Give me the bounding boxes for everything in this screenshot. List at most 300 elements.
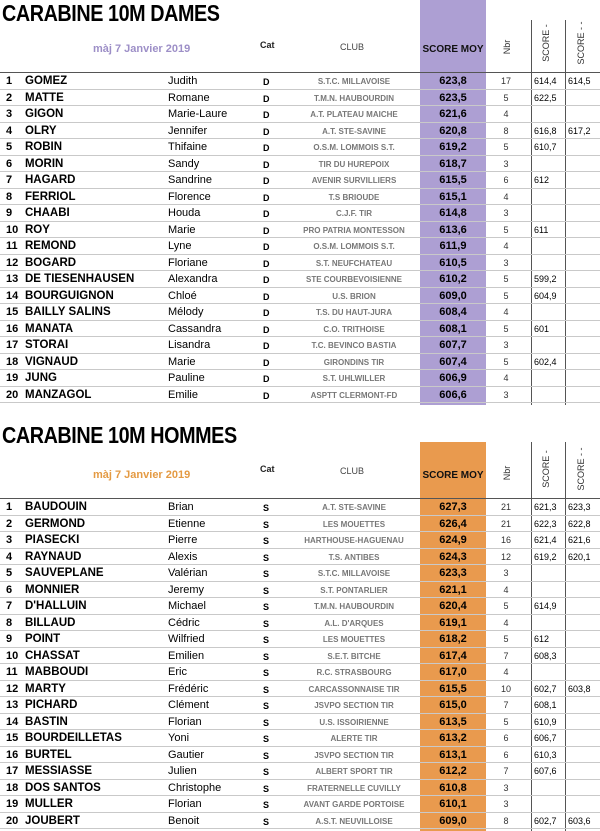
header-score-1: SCORE - <box>541 24 551 62</box>
club-cell: C.J.F. TIR <box>335 209 372 218</box>
score-2-cell: 617,2 <box>568 125 591 136</box>
category-cell: S <box>263 701 270 711</box>
nbr-cell: 3 <box>503 389 509 400</box>
score-moy-cell: 623,5 <box>439 91 467 104</box>
last-name-cell: FERRIOL <box>25 190 76 203</box>
category-cell: S <box>263 800 270 810</box>
nbr-cell: 4 <box>503 373 509 383</box>
table-row <box>0 664 600 681</box>
nbr-cell: 3 <box>503 208 509 218</box>
rank-cell: 3 <box>6 534 13 546</box>
score-moy-cell: 606,9 <box>439 372 467 384</box>
club-cell: A.T. PLATEAU MAICHE <box>310 110 398 119</box>
score-moy-cell: 617,4 <box>439 649 467 662</box>
score-1-cell: 616,8 <box>534 125 557 136</box>
first-name-cell: Judith <box>168 75 198 87</box>
score-1-cell: 614,4 <box>534 76 557 86</box>
category-cell: S <box>263 569 270 579</box>
score-1-cell: 607,6 <box>534 766 557 776</box>
score-1-cell: 601 <box>534 323 550 334</box>
nbr-cell: 4 <box>503 241 509 251</box>
table-row <box>0 189 600 206</box>
club-cell: R.C. STRASBOURG <box>316 668 392 677</box>
last-name-cell: ROY <box>25 223 50 236</box>
score-1-cell: 621,3 <box>534 502 557 512</box>
nbr-cell: 17 <box>500 76 511 86</box>
first-name-cell: Romane <box>168 91 210 104</box>
first-name-cell: Chloé <box>168 289 197 302</box>
rank-cell: 2 <box>6 91 13 104</box>
score-1-cell: 606,7 <box>534 733 557 743</box>
last-name-cell: GIGON <box>25 108 64 120</box>
score-moy-cell: 627,3 <box>439 501 467 513</box>
first-name-cell: Houda <box>168 207 201 219</box>
club-cell: T.M.N. HAUBOURDIN <box>314 93 394 103</box>
first-name-cell: Cassandra <box>168 322 222 335</box>
nbr-cell: 3 <box>503 257 509 268</box>
table-row <box>0 582 600 599</box>
category-cell: S <box>263 816 270 827</box>
first-name-cell: Clément <box>168 699 209 711</box>
rank-cell: 17 <box>6 339 19 351</box>
first-name-cell: Frédéric <box>168 682 209 695</box>
rank-cell: 16 <box>6 748 19 761</box>
table-row <box>0 321 600 338</box>
nbr-cell: 5 <box>503 356 509 367</box>
first-name-cell: Christophe <box>168 781 222 794</box>
score-1-cell: 621,4 <box>534 535 557 545</box>
score-moy-cell: 609,0 <box>439 289 467 302</box>
first-name-cell: Marie <box>168 223 196 236</box>
last-name-cell: VIGNAUD <box>25 355 79 368</box>
score-moy-cell: 615,1 <box>439 190 467 203</box>
rank-cell: 6 <box>6 157 13 170</box>
header-score-moy: SCORE MOY <box>422 44 484 55</box>
club-cell: ALERTE TIR <box>330 734 378 743</box>
club-cell: TIR DU HUREPOIX <box>318 159 390 169</box>
club-cell: GIRONDINS TIR <box>323 357 385 367</box>
score-moy-cell: 621,1 <box>439 583 467 596</box>
score-moy-cell: 619,2 <box>439 141 467 153</box>
club-cell: T.S. ANTIBES <box>328 552 380 562</box>
last-name-cell: GOMEZ <box>25 75 68 87</box>
first-name-cell: Eric <box>168 666 187 678</box>
category-cell: D <box>263 357 270 368</box>
last-name-cell: BOURGUIGNON <box>25 289 114 302</box>
first-name-cell: Thifaine <box>168 141 208 153</box>
score-1-cell: 622,3 <box>534 518 557 529</box>
rank-cell: 18 <box>6 781 19 794</box>
club-cell: T.S. DU HAUT-JURA <box>315 308 392 317</box>
table-row <box>0 387 600 404</box>
category-cell: S <box>263 684 270 695</box>
first-name-cell: Sandrine <box>168 174 213 186</box>
table-row <box>0 763 600 780</box>
category-cell: D <box>263 176 270 186</box>
table-row <box>0 238 600 255</box>
club-cell: S.T.C. MILLAVOISE <box>317 77 391 86</box>
first-name-cell: Marie <box>168 355 196 368</box>
category-cell: S <box>263 552 270 563</box>
rank-cell: 8 <box>6 616 13 629</box>
club-cell: HARTHOUSE-HAGUENAU <box>304 536 404 545</box>
last-name-cell: DE TIESENHAUSEN <box>25 273 135 285</box>
club-cell: JSVPO SECTION TIR <box>314 750 394 760</box>
table-row <box>0 304 600 321</box>
score-moy-cell: 624,9 <box>439 534 467 546</box>
nbr-cell: 4 <box>503 191 509 202</box>
nbr-cell: 5 <box>503 716 509 727</box>
score-1-cell: 610,7 <box>534 142 557 152</box>
first-name-cell: Florian <box>168 798 202 810</box>
table-row <box>0 813 600 830</box>
last-name-cell: BOGARD <box>25 256 77 269</box>
score-2-cell: 614,5 <box>568 76 591 86</box>
score-2-cell: 621,6 <box>568 535 591 545</box>
ranking-table-dames <box>0 73 600 403</box>
rank-cell: 5 <box>6 567 13 579</box>
last-name-cell: STORAI <box>25 339 69 351</box>
club-cell: ALBERT SPORT TIR <box>315 767 393 776</box>
rank-cell: 7 <box>6 174 13 186</box>
first-name-cell: Cédric <box>168 616 200 629</box>
score-1-cell: 612 <box>534 634 550 644</box>
nbr-cell: 4 <box>503 307 509 317</box>
rank-cell: 18 <box>6 355 19 368</box>
score-moy-cell: 610,2 <box>439 273 467 285</box>
table-row <box>0 730 600 747</box>
category-cell: D <box>263 275 270 285</box>
section-hommes <box>0 422 600 831</box>
nbr-cell: 3 <box>503 158 509 169</box>
nbr-cell: 3 <box>503 340 509 350</box>
category-cell: D <box>263 324 270 335</box>
score-2-cell: 620,1 <box>568 551 591 562</box>
table-row <box>0 631 600 648</box>
category-cell: D <box>263 258 270 269</box>
last-name-cell: MARTY <box>25 682 66 695</box>
last-name-cell: MATTE <box>25 91 64 104</box>
category-cell: S <box>263 734 270 744</box>
category-cell: D <box>263 77 270 87</box>
header-score-2: SCORE - - <box>576 447 586 491</box>
score-moy-cell: 610,5 <box>439 256 467 269</box>
category-cell: S <box>263 519 270 530</box>
category-cell: D <box>263 291 270 302</box>
nbr-cell: 5 <box>503 92 509 103</box>
score-moy-cell: 617,0 <box>439 666 467 678</box>
score-moy-cell: 618,7 <box>439 157 467 170</box>
first-name-cell: Julien <box>168 765 197 777</box>
header-cat: Cat <box>260 40 275 50</box>
nbr-cell: 7 <box>503 700 509 710</box>
first-name-cell: Pierre <box>168 534 198 546</box>
last-name-cell: RAYNAUD <box>25 550 82 563</box>
table-row <box>0 796 600 813</box>
first-name-cell: Florence <box>168 190 211 203</box>
category-cell: S <box>263 585 270 596</box>
table-row <box>0 681 600 698</box>
ranking-table-hommes <box>0 499 600 829</box>
last-name-cell: BILLAUD <box>25 616 76 629</box>
category-cell: S <box>263 618 270 629</box>
first-name-cell: Alexandra <box>168 273 218 285</box>
nbr-cell: 8 <box>503 815 509 826</box>
score-moy-cell: 620,8 <box>439 124 467 137</box>
last-name-cell: D'HALLUIN <box>25 600 87 612</box>
category-cell: D <box>263 143 270 153</box>
table-row <box>0 73 600 90</box>
rank-cell: 1 <box>6 501 13 513</box>
table-row <box>0 598 600 615</box>
table-row <box>0 156 600 173</box>
nbr-cell: 16 <box>500 535 511 545</box>
nbr-cell: 8 <box>503 125 509 136</box>
club-cell: S.T. PONTARLIER <box>320 585 388 595</box>
score-1-cell: 622,5 <box>534 92 557 103</box>
table-row <box>0 532 600 549</box>
last-name-cell: JUNG <box>25 372 57 384</box>
category-cell: D <box>263 242 270 252</box>
score-moy-cell: 623,3 <box>439 567 467 579</box>
nbr-cell: 5 <box>503 290 509 301</box>
first-name-cell: Gautier <box>168 748 205 761</box>
score-1-cell: 604,9 <box>534 290 557 301</box>
rank-cell: 20 <box>6 388 19 401</box>
nbr-cell: 3 <box>503 782 509 793</box>
table-row <box>0 747 600 764</box>
rank-cell: 13 <box>6 699 19 711</box>
category-cell: D <box>263 110 270 120</box>
first-name-cell: Brian <box>168 501 194 513</box>
last-name-cell: BOURDEILLETAS <box>25 732 122 744</box>
table-row <box>0 370 600 387</box>
section-title: CARABINE 10M DAMES <box>2 0 220 26</box>
rank-cell: 1 <box>6 75 13 87</box>
nbr-cell: 3 <box>503 568 509 578</box>
club-cell: CARCASSONNAISE TIR <box>308 684 400 694</box>
last-name-cell: MONNIER <box>25 583 80 596</box>
last-name-cell: JOUBERT <box>25 814 80 827</box>
nbr-cell: 21 <box>500 502 511 512</box>
category-cell: D <box>263 390 270 401</box>
category-cell: D <box>263 374 270 384</box>
category-cell: D <box>263 341 270 351</box>
nbr-cell: 3 <box>503 799 509 809</box>
club-cell: O.S.M. LOMMOIS S.T. <box>313 143 395 152</box>
score-moy-cell: 615,5 <box>439 174 467 186</box>
club-cell: FRATERNELLE CUVILLY <box>307 783 401 793</box>
table-row <box>0 354 600 371</box>
category-cell: S <box>263 750 270 761</box>
last-name-cell: BASTIN <box>25 715 68 728</box>
first-name-cell: Mélody <box>168 306 204 318</box>
category-cell: D <box>263 308 270 318</box>
section-dames <box>0 0 600 405</box>
club-cell: C.O. TRITHOISE <box>323 324 385 334</box>
nbr-cell: 4 <box>503 667 509 677</box>
club-cell: A.S.T. NEUVILLOISE <box>315 816 393 826</box>
rank-cell: 4 <box>6 124 13 137</box>
last-name-cell: MULLER <box>25 798 73 810</box>
table-row <box>0 271 600 288</box>
club-cell: JSVPO SECTION TIR <box>314 701 394 710</box>
first-name-cell: Sandy <box>168 157 200 170</box>
rank-cell: 19 <box>6 372 19 384</box>
category-cell: S <box>263 767 270 777</box>
nbr-cell: 6 <box>503 749 509 760</box>
score-1-cell: 610,3 <box>534 749 557 760</box>
club-cell: A.T. STE-SAVINE <box>322 503 386 512</box>
club-cell: LES MOUETTES <box>322 635 386 644</box>
last-name-cell: MANZAGOL <box>25 388 92 401</box>
last-name-cell: MABBOUDI <box>25 666 89 678</box>
nbr-cell: 5 <box>503 274 509 284</box>
score-moy-cell: 613,6 <box>439 223 467 236</box>
score-moy-cell: 608,4 <box>439 306 467 318</box>
nbr-cell: 4 <box>503 109 509 119</box>
score-moy-cell: 613,1 <box>439 748 467 761</box>
last-name-cell: CHAABI <box>25 207 70 219</box>
rank-cell: 2 <box>6 517 13 530</box>
score-moy-cell: 613,2 <box>439 732 467 744</box>
rank-cell: 17 <box>6 765 19 777</box>
rank-cell: 15 <box>6 306 19 318</box>
rank-cell: 11 <box>6 240 18 252</box>
score-moy-cell: 608,1 <box>439 322 467 335</box>
category-cell: D <box>263 225 270 236</box>
header-cat: Cat <box>260 464 275 474</box>
score-1-cell: 602,7 <box>534 815 557 826</box>
last-name-cell: CHASSAT <box>25 649 80 662</box>
club-cell: ASPTT CLERMONT-FD <box>310 390 398 400</box>
header-score-2: SCORE - - <box>576 21 586 65</box>
category-cell: S <box>263 602 270 612</box>
club-cell: A.L. D'ARQUES <box>324 618 384 628</box>
club-cell: A.T. STE-SAVINE <box>322 126 386 136</box>
nbr-cell: 12 <box>500 551 511 562</box>
score-1-cell: 612 <box>534 175 550 185</box>
club-cell: T.C. BEVINCO BASTIA <box>311 341 397 350</box>
rank-cell: 10 <box>6 649 19 662</box>
rank-cell: 19 <box>6 798 19 810</box>
header-score-moy: SCORE MOY <box>422 470 484 481</box>
table-row <box>0 90 600 107</box>
last-name-cell: ROBIN <box>25 141 63 153</box>
club-cell: O.S.M. LOMMOIS S.T. <box>313 242 395 251</box>
table-row <box>0 499 600 516</box>
rank-cell: 9 <box>6 207 13 219</box>
rank-cell: 4 <box>6 550 13 563</box>
first-name-cell: Valérian <box>168 567 208 579</box>
rank-cell: 6 <box>6 583 13 596</box>
rank-cell: 13 <box>6 273 19 285</box>
nbr-cell: 21 <box>500 518 511 529</box>
last-name-cell: PIASECKI <box>25 534 80 546</box>
nbr-cell: 6 <box>503 733 509 743</box>
score-1-cell: 611 <box>534 224 549 235</box>
club-cell: LES MOUETTES <box>322 519 386 529</box>
last-name-cell: REMOND <box>25 240 77 252</box>
nbr-cell: 7 <box>503 766 509 776</box>
last-name-cell: HAGARD <box>25 174 76 186</box>
score-moy-cell: 613,5 <box>439 715 467 728</box>
first-name-cell: Lisandra <box>168 339 211 351</box>
first-name-cell: Marie-Laure <box>168 108 228 120</box>
club-cell: AVENIR SURVILLIERS <box>311 176 397 185</box>
header-club: CLUB <box>340 42 365 52</box>
nbr-cell: 5 <box>503 142 509 152</box>
nbr-cell: 7 <box>503 650 509 661</box>
table-row <box>0 648 600 665</box>
score-moy-cell: 611,9 <box>439 240 467 252</box>
category-cell: S <box>263 635 270 645</box>
score-2-cell: 622,8 <box>568 518 591 529</box>
score-moy-cell: 606,6 <box>439 388 467 401</box>
score-moy-cell: 615,0 <box>439 699 467 711</box>
club-cell: U.S. BRION <box>332 291 376 301</box>
first-name-cell: Wilfried <box>168 633 205 645</box>
club-cell: U.S. ISSOIRIENNE <box>319 717 389 727</box>
score-moy-cell: 610,8 <box>439 781 467 794</box>
category-cell: S <box>263 651 270 662</box>
last-name-cell: BAUDOUIN <box>25 501 87 513</box>
score-moy-cell: 614,8 <box>439 207 467 219</box>
score-moy-cell: 623,8 <box>439 75 467 87</box>
table-row <box>0 172 600 189</box>
first-name-cell: Pauline <box>168 372 205 384</box>
rank-cell: 12 <box>6 256 19 269</box>
nbr-cell: 5 <box>503 634 509 644</box>
rank-cell: 15 <box>6 732 19 744</box>
rank-cell: 11 <box>6 666 18 678</box>
table-row <box>0 714 600 731</box>
score-moy-cell: 609,0 <box>439 814 467 827</box>
score-1-cell: 602,4 <box>534 356 557 367</box>
score-1-cell: 610,9 <box>534 716 557 727</box>
table-row <box>0 255 600 272</box>
club-cell: S.T.C. MILLAVOISE <box>317 569 391 578</box>
nbr-cell: 6 <box>503 175 509 185</box>
score-2-cell: 623,3 <box>568 502 591 512</box>
first-name-cell: Jeremy <box>168 583 205 596</box>
table-row <box>0 780 600 797</box>
table-row <box>0 337 600 354</box>
rank-cell: 16 <box>6 322 19 335</box>
first-name-cell: Emilie <box>168 388 198 401</box>
club-cell: PRO PATRIA MONTESSON <box>303 225 405 235</box>
last-name-cell: POINT <box>25 633 61 645</box>
table-row <box>0 549 600 566</box>
score-moy-cell: 612,2 <box>439 765 467 777</box>
last-name-cell: GERMOND <box>25 517 86 530</box>
rank-cell: 8 <box>6 190 13 203</box>
section-title: CARABINE 10M HOMMES <box>2 422 237 448</box>
table-row <box>0 139 600 156</box>
score-2-cell: 603,6 <box>568 815 591 826</box>
header-nbr: Nbr <box>502 39 512 55</box>
first-name-cell: Alexis <box>168 550 198 563</box>
score-1-cell: 602,7 <box>534 683 557 694</box>
club-cell: S.E.T. BITCHE <box>327 651 381 661</box>
category-cell: D <box>263 159 270 170</box>
rank-cell: 3 <box>6 108 13 120</box>
nbr-cell: 10 <box>500 683 511 694</box>
last-name-cell: OLRY <box>25 124 57 137</box>
score-moy-cell: 626,4 <box>439 517 467 530</box>
update-date: màj 7 Janvier 2019 <box>93 43 191 55</box>
last-name-cell: BAILLY SALINS <box>25 306 111 318</box>
